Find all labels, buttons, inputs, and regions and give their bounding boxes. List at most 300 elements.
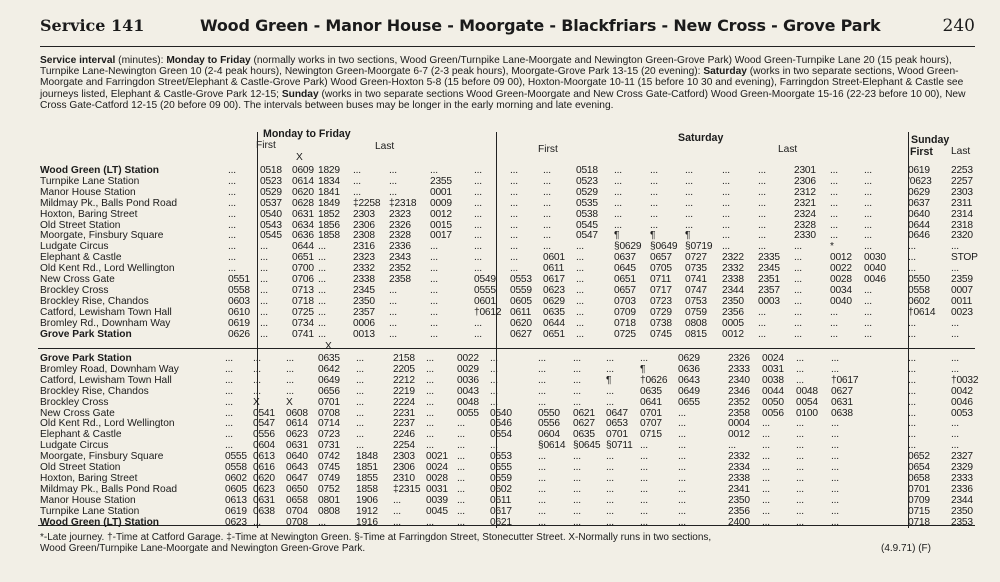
time-cell: ...: [796, 494, 804, 506]
time-cell: 0621: [573, 407, 595, 419]
time-cell: ...: [640, 483, 648, 495]
time-cell: 2320: [951, 230, 973, 242]
stop-name: Moorgate, Finsbury Square: [40, 230, 164, 242]
mf-text: (normally works in two sections, Wood Green/Turnpike Lane-Moorgate and Newington Green-Grove Park) Wood Green-Turnpike Lane 20 (15 peak hours), Turnpike Lane-Newington Green 10 (2-4 peak hours), Newington Green-Moorgate 6-7 (2-3 peak hours), Moorgate-Grove Park 13-15 (20 evening):: [40, 55, 952, 78]
time-cell: ...: [794, 263, 802, 275]
time-cell: ...: [260, 295, 268, 307]
time-cell: ...: [225, 429, 233, 441]
time-cell: ...: [864, 230, 872, 242]
time-cell: ...: [260, 263, 268, 275]
subheader-sun-first: First: [910, 146, 933, 158]
time-cell: ...: [225, 385, 233, 397]
time-cell: ...: [864, 241, 872, 253]
mf-label: Monday to Friday: [166, 55, 251, 66]
time-cell: ...: [573, 396, 581, 408]
time-cell: 0631: [286, 440, 308, 452]
time-cell: ...: [678, 494, 686, 506]
time-cell: ...: [864, 295, 872, 307]
time-cell: ...: [430, 263, 438, 275]
time-cell: 0651: [614, 274, 636, 285]
time-cell: 0003: [758, 295, 780, 307]
time-cell: 2212: [393, 374, 415, 386]
stop-name: Grove Park Station: [40, 353, 132, 364]
subheader-sun-last: Last: [951, 146, 971, 157]
stop-name: Ludgate Circus: [40, 241, 109, 253]
time-cell: 2336: [951, 483, 973, 495]
time-cell: 0619: [228, 317, 250, 329]
time-cell: 1858: [318, 230, 340, 242]
time-cell: §0719: [685, 241, 713, 253]
time-cell: ...: [510, 252, 518, 264]
time-cell: ...: [650, 165, 658, 176]
time-cell: 0700: [292, 263, 314, 275]
time-cell: ...: [951, 328, 959, 340]
time-cell: ...: [831, 505, 839, 517]
time-cell: 0012: [728, 429, 750, 441]
time-cell: ...: [389, 186, 397, 198]
time-cell: 0638: [253, 505, 275, 517]
time-cell: ...: [606, 472, 614, 484]
time-cell: ...: [510, 208, 518, 220]
time-cell: 2219: [393, 385, 415, 397]
time-cell: 0708: [318, 407, 340, 419]
time-cell: ...: [614, 186, 622, 198]
time-cell: 2357: [353, 306, 375, 318]
time-cell: ...: [762, 451, 770, 463]
time-cell: ...: [228, 186, 236, 198]
time-cell: 0725: [614, 328, 636, 340]
time-cell: 2356: [728, 505, 750, 517]
time-cell: ...: [728, 440, 736, 452]
time-cell: ...: [908, 396, 916, 408]
time-cell: 1829: [318, 165, 340, 176]
time-cell: ...: [286, 353, 294, 364]
time-cell: 0623: [543, 284, 565, 296]
time-cell: 2400: [728, 516, 750, 528]
time-cell: X: [286, 396, 293, 408]
time-cell: ¶: [606, 374, 612, 386]
time-cell: 2224: [393, 396, 415, 408]
time-cell: ...: [831, 472, 839, 484]
time-cell: 2346: [728, 385, 750, 397]
time-cell: 0046: [864, 274, 886, 285]
time-cell: 0636: [678, 363, 700, 375]
time-cell: 2328: [389, 230, 411, 242]
time-cell: 0643: [678, 374, 700, 386]
time-cell: ...: [722, 208, 730, 220]
time-cell: ...: [864, 175, 872, 187]
time-cell: 0012: [430, 208, 452, 220]
service-interval-notes: [40, 55, 975, 125]
header-sunday: Sunday: [911, 134, 950, 146]
time-cell: ...: [722, 197, 730, 209]
time-cell: ...: [762, 516, 770, 528]
time-cell: 0523: [576, 175, 598, 187]
time-cell: ...: [762, 429, 770, 441]
time-cell: ...: [573, 353, 581, 364]
time-cell: 0601: [474, 295, 496, 307]
time-cell: ...: [318, 516, 326, 528]
time-cell: ...: [908, 263, 916, 275]
time-cell: 0723: [318, 429, 340, 441]
time-cell: 0541: [253, 407, 275, 419]
page-number: 240: [942, 16, 975, 36]
time-cell: ...: [318, 252, 326, 264]
time-cell: ...: [640, 440, 648, 452]
time-cell: ...: [908, 317, 916, 329]
time-cell: ...: [318, 306, 326, 318]
time-cell: 0529: [260, 186, 282, 198]
time-cell: 0808: [318, 505, 340, 517]
time-cell: 0043: [457, 385, 479, 397]
time-cell: ...: [457, 440, 465, 452]
time-cell: 0717: [650, 284, 672, 296]
time-cell: ...: [543, 186, 551, 198]
time-cell: ...: [606, 505, 614, 517]
time-cell: ...: [228, 241, 236, 253]
time-cell: ...: [685, 219, 693, 231]
time-cell: ¶: [650, 230, 656, 242]
time-cell: ...: [794, 328, 802, 340]
time-cell: ...: [722, 241, 730, 253]
time-cell: ...: [831, 516, 839, 528]
time-cell: 0759: [685, 306, 707, 318]
time-cell: ...: [353, 175, 361, 187]
time-cell: 0651: [543, 328, 565, 340]
time-cell: ...: [678, 462, 686, 473]
time-cell: 0545: [260, 230, 282, 242]
time-cell: 0747: [685, 284, 707, 296]
time-cell: 0723: [650, 295, 672, 307]
time-cell: ...: [576, 295, 584, 307]
time-cell: 0044: [762, 385, 784, 397]
stop-name: Turnpike Lane Station: [40, 175, 140, 187]
time-cell: 0613: [225, 494, 247, 506]
time-cell: ...: [830, 306, 838, 318]
time-cell: 0636: [292, 230, 314, 242]
time-cell: 0610: [228, 306, 250, 318]
time-cell: ...: [758, 241, 766, 253]
time-cell: 0627: [573, 418, 595, 430]
time-cell: '0623: [908, 175, 932, 187]
time-cell: §0711: [606, 440, 633, 452]
time-cell: ...: [762, 418, 770, 430]
time-cell: ...: [606, 363, 614, 375]
time-cell: 0031: [426, 483, 448, 495]
time-cell: §0645: [573, 440, 601, 452]
time-cell: ...: [722, 175, 730, 187]
time-cell: ...: [864, 284, 872, 296]
time-cell: 2312: [794, 186, 816, 198]
time-cell: 0623: [253, 483, 275, 495]
sat-label: Saturday: [703, 66, 747, 78]
time-cell: ...: [260, 241, 268, 253]
time-cell: ...: [253, 516, 261, 528]
mf-first-note-x: X: [325, 341, 332, 352]
time-cell: 0553: [490, 451, 512, 463]
time-cell: 2257: [951, 175, 973, 187]
time-cell: ...: [830, 186, 838, 198]
time-cell: 0558: [225, 462, 247, 473]
time-cell: ...: [543, 197, 551, 209]
time-cell: 1906: [356, 494, 378, 506]
time-cell: 2306: [393, 462, 415, 473]
time-cell: ...: [573, 451, 581, 463]
time-cell: 0518: [260, 165, 282, 176]
time-cell: 0651: [292, 252, 314, 264]
time-cell: ...: [543, 241, 551, 253]
time-cell: 0628: [292, 197, 314, 209]
time-cell: ...: [510, 230, 518, 242]
time-cell: ...: [543, 165, 551, 176]
time-cell: 0523: [260, 175, 282, 187]
time-cell: 0547: [253, 418, 275, 430]
time-cell: ...: [474, 165, 482, 176]
time-cell: 0017: [430, 230, 452, 242]
time-cell: ...: [614, 197, 622, 209]
stop-name: Ludgate Circus: [40, 440, 109, 452]
time-cell: 0617: [543, 274, 565, 285]
stop-name: Mildmay Pk., Balls Pond Road: [40, 197, 178, 209]
time-cell: ...: [538, 374, 546, 386]
time-cell: 0652: [908, 451, 930, 463]
time-cell: ...: [796, 418, 804, 430]
time-cell: 0619: [225, 505, 247, 517]
time-cell: ...: [722, 230, 730, 242]
time-cell: ...: [389, 317, 397, 329]
time-cell: 0655: [678, 396, 700, 408]
time-cell: ...: [457, 483, 465, 495]
time-cell: ...: [426, 516, 434, 528]
time-cell: ...: [430, 252, 438, 264]
time-cell: 0714: [318, 418, 340, 430]
time-cell: ...: [685, 197, 693, 209]
time-cell: ...: [864, 186, 872, 198]
time-cell: 2352: [728, 396, 750, 408]
time-cell: ...: [606, 483, 614, 495]
time-cell: ...: [678, 483, 686, 495]
time-cell: 0604: [538, 429, 560, 441]
time-cell: 0647: [286, 472, 308, 484]
time-cell: 0039: [426, 494, 448, 506]
time-cell: ...: [318, 274, 326, 285]
time-cell: ...: [474, 219, 482, 231]
time-cell: 1848: [356, 451, 378, 463]
time-cell: 0713: [292, 284, 314, 296]
time-cell: 0050: [762, 396, 784, 408]
time-cell: 1855: [356, 472, 378, 484]
time-cell: ...: [356, 374, 364, 386]
time-cell: ...: [796, 429, 804, 441]
time-cell: ...: [510, 241, 518, 253]
time-cell: 0635: [640, 385, 662, 397]
time-cell: 0715: [640, 429, 662, 441]
time-cell: 0745: [318, 462, 340, 473]
time-cell: ...: [426, 418, 434, 430]
stop-name: Bromley Road, Downham Way: [40, 363, 179, 375]
time-cell: ...: [830, 317, 838, 329]
time-cell: ...: [614, 175, 622, 187]
time-cell: 0559: [490, 472, 512, 484]
time-cell: 0649: [678, 385, 700, 397]
time-cell: ...: [225, 363, 233, 375]
time-cell: 0608: [286, 407, 308, 419]
time-cell: ...: [640, 462, 648, 473]
time-cell: ...: [228, 219, 236, 231]
time-cell: ...: [430, 284, 438, 296]
time-cell: 2338: [728, 472, 750, 484]
time-cell: ...: [678, 505, 686, 517]
time-cell: 0711: [650, 274, 672, 285]
time-cell: 2246: [393, 429, 415, 441]
time-cell: 2303: [353, 208, 375, 220]
time-cell: ...: [430, 328, 438, 340]
time-cell: 0703: [614, 295, 636, 307]
time-cell: ...: [685, 165, 693, 176]
time-cell: ...: [389, 284, 397, 296]
time-cell: 2303: [951, 186, 973, 198]
page-header: [40, 14, 975, 40]
time-cell: ...: [474, 241, 482, 253]
time-cell: 0617: [490, 505, 512, 517]
time-cell: 0741: [685, 274, 707, 285]
time-cell: 0013: [353, 328, 375, 340]
time-cell: 0024: [762, 353, 784, 364]
time-cell: ...: [426, 353, 434, 364]
time-cell: 0038: [762, 374, 784, 386]
time-cell: 2344: [951, 494, 973, 506]
time-cell: ...: [762, 494, 770, 506]
time-cell: ...: [576, 241, 584, 253]
stop-name: Bromley Rd., Downham Way: [40, 317, 171, 329]
time-cell: ...: [758, 219, 766, 231]
time-cell: 0641: [640, 396, 662, 408]
time-cell: ...: [762, 505, 770, 517]
time-cell: 0007: [951, 284, 973, 296]
time-cell: ...: [573, 472, 581, 484]
time-cell: 0024: [426, 462, 448, 473]
time-cell: ...: [474, 317, 482, 329]
time-cell: ...: [510, 219, 518, 231]
time-cell: ...: [908, 241, 916, 253]
time-cell: 0727: [685, 252, 707, 264]
time-cell: ...: [830, 230, 838, 242]
time-cell: ...: [831, 462, 839, 473]
stop-name: Manor House Station: [40, 186, 136, 198]
stop-name: New Cross Gate: [40, 407, 115, 419]
time-cell: 2306: [794, 175, 816, 187]
time-cell: ...: [510, 263, 518, 275]
time-cell: ...: [758, 165, 766, 176]
time-cell: STOP: [951, 252, 978, 264]
time-cell: ...: [260, 317, 268, 329]
time-cell: 2351: [758, 274, 780, 285]
time-cell: 0620: [292, 186, 314, 198]
time-cell: ...: [457, 429, 465, 441]
time-cell: 0036: [457, 374, 479, 386]
time-cell: 0752: [318, 483, 340, 495]
time-cell: 0709: [908, 494, 930, 506]
time-cell: §0649: [650, 241, 678, 253]
time-cell: ...: [260, 328, 268, 340]
time-cell: 2326: [728, 353, 750, 364]
time-cell: ...: [830, 328, 838, 340]
time-cell: ...: [640, 505, 648, 517]
time-cell: ...: [762, 462, 770, 473]
time-cell: ...: [356, 418, 364, 430]
time-cell: ...: [758, 197, 766, 209]
time-cell: ...: [908, 418, 916, 430]
time-cell: ...: [640, 472, 648, 484]
time-cell: 0623: [286, 429, 308, 441]
time-cell: X: [253, 396, 260, 408]
time-cell: ...: [794, 252, 802, 264]
time-cell: 2205: [393, 363, 415, 375]
time-cell: 2314: [951, 208, 973, 220]
time-cell: †0626: [640, 374, 668, 386]
time-cell: 0555: [474, 284, 496, 296]
stop-name: Brockley Rise, Chandos: [40, 295, 149, 307]
time-cell: ...: [908, 407, 916, 419]
time-cell: ...: [353, 165, 361, 176]
time-cell: 0535: [576, 197, 598, 209]
time-cell: 0001: [430, 186, 452, 198]
time-cell: ...: [260, 274, 268, 285]
time-cell: 0815: [685, 328, 707, 340]
time-cell: 2324: [794, 208, 816, 220]
subheader-sat-last: Last: [778, 144, 798, 155]
time-cell: 0556: [538, 418, 560, 430]
time-cell: 0551: [228, 274, 250, 285]
time-cell: ...: [356, 429, 364, 441]
time-cell: ...: [389, 328, 397, 340]
time-cell: 0550: [908, 274, 930, 285]
time-cell: ...: [722, 186, 730, 198]
time-cell: ...: [538, 462, 546, 473]
time-cell: 2355: [430, 175, 452, 187]
time-cell: 0634: [292, 219, 314, 231]
time-cell: 2333: [728, 363, 750, 375]
time-cell: ...: [794, 295, 802, 307]
time-cell: ...: [260, 306, 268, 318]
time-cell: 0640: [908, 208, 930, 220]
stop-name: Manor House Station: [40, 494, 136, 506]
time-cell: ...: [576, 252, 584, 264]
time-cell: ...: [389, 165, 397, 176]
stop-name: Mildmay Pk., Balls Pond Road: [40, 483, 178, 495]
time-cell: 0718: [908, 516, 930, 528]
time-cell: 0529: [576, 186, 598, 198]
time-cell: 0644: [543, 317, 565, 329]
time-cell: 0611: [543, 263, 565, 275]
time-cell: 0540: [260, 208, 282, 220]
time-cell: ...: [474, 175, 482, 187]
time-cell: 2327: [951, 451, 973, 463]
time-cell: 0022: [457, 353, 479, 364]
time-cell: 0637: [908, 197, 930, 209]
time-cell: 0023: [951, 306, 973, 318]
time-cell: ...: [685, 186, 693, 198]
stop-name: Old Street Station: [40, 219, 121, 231]
time-cell: 0731: [318, 440, 340, 452]
time-cell: ...: [796, 483, 804, 495]
time-cell: ...: [796, 363, 804, 375]
time-cell: 0015: [430, 219, 452, 231]
time-cell: ...: [864, 317, 872, 329]
time-cell: 0635: [543, 306, 565, 318]
time-cell: 0546: [490, 418, 512, 430]
time-cell: ...: [758, 186, 766, 198]
